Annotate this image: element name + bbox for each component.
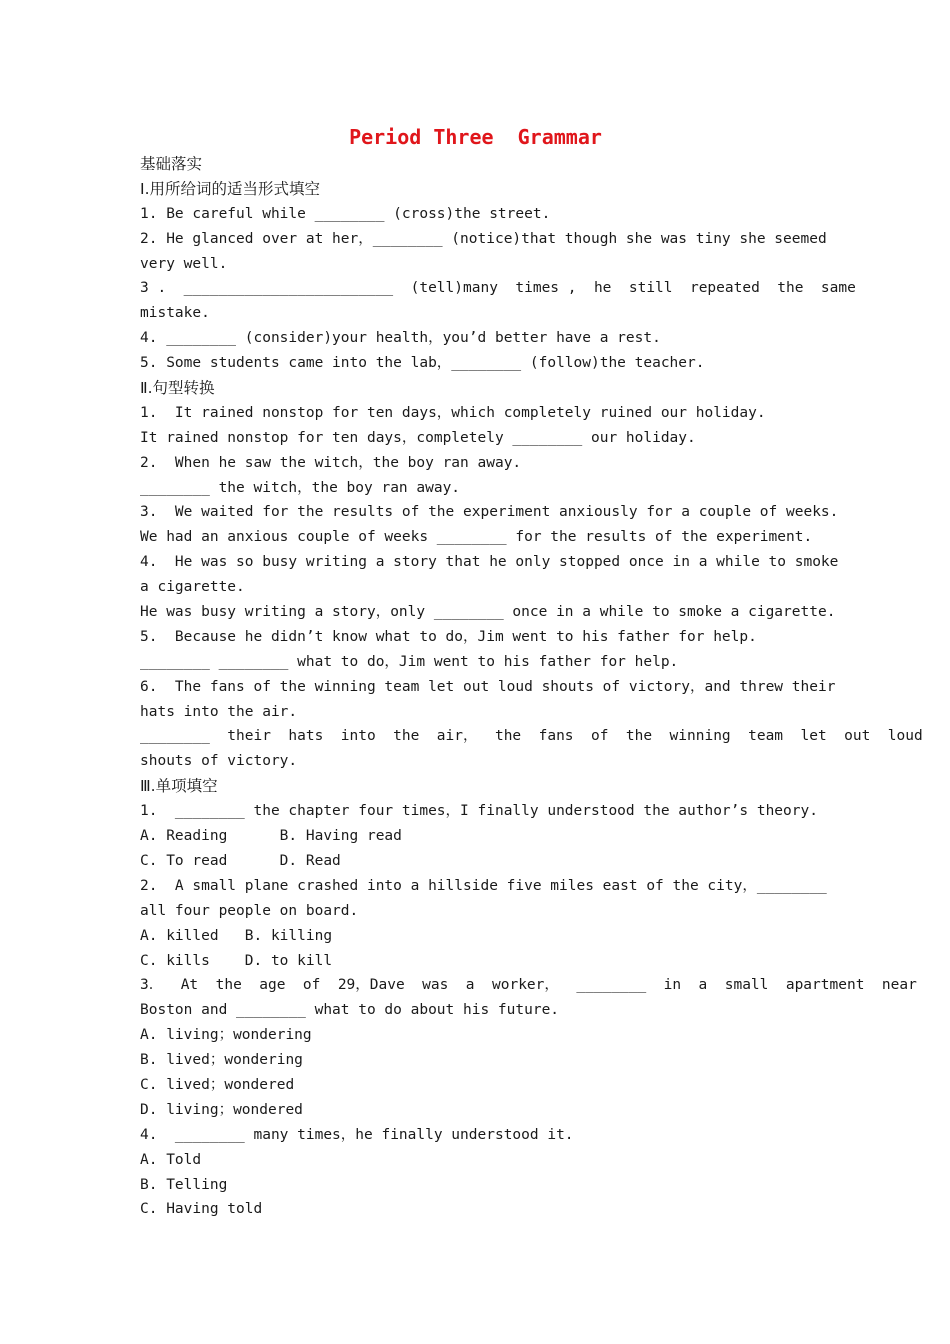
document-page	[140, 122, 923, 1222]
text-line: C. kills D. to kill	[140, 952, 333, 969]
text-line: 3. We waited for the results of the experiment anxiously for a couple of weeks.	[140, 504, 839, 521]
text-line: 1. ________ the chapter four times，I finally understood the author’s theory.	[140, 803, 818, 820]
text-line: ________ ________ what to do，Jim went to his father for help.	[140, 653, 679, 670]
section-heading: 基础落实	[140, 155, 203, 173]
text-line: 6. The fans of the winning team let out loud shouts of victory，and threw their	[140, 678, 836, 695]
text-line: 3． At the age of 29，Dave was a worker， ________ in a small apartment near	[140, 977, 917, 994]
text-line: C. To read D. Read	[140, 852, 341, 869]
text-line: Boston and ________ what to do about his future.	[140, 1002, 560, 1019]
text-line: 3 . ________________________ (tell)many times , he still repeated the same	[140, 280, 856, 297]
text-line: A. Told	[140, 1151, 202, 1168]
text-line: 2. When he saw the witch，the boy ran away.	[140, 454, 522, 471]
text-line: We had an anxious couple of weeks ________ for the results of the experiment.	[140, 529, 813, 546]
text-line: 4. ________ (consider)your health，you’d better have a rest.	[140, 330, 661, 347]
text-line: 1. Be careful while ________ (cross)the street.	[140, 205, 551, 222]
section-heading: Ⅲ.单项填空	[140, 777, 218, 796]
text-line: A. killed B. killing	[140, 927, 333, 944]
text-line: hats into the air.	[140, 703, 298, 720]
document-body	[140, 152, 923, 1222]
section-heading: Ⅱ.句型转换	[140, 379, 215, 398]
text-line: 4. ________ many times，he finally understood it.	[140, 1126, 574, 1143]
text-line: very well.	[140, 255, 228, 272]
text-line: 5. Some students came into the lab，________ (follow)the teacher.	[140, 355, 705, 372]
text-line: 1. It rained nonstop for ten days，which completely ruined our holiday.	[140, 404, 766, 421]
text-line: all four people on board.	[140, 902, 359, 919]
text-line: 4. He was so busy writing a story that he only stopped once in a while to smoke	[140, 554, 839, 571]
text-line: ________ their hats into the air， the fans of the winning team let out loud	[140, 728, 923, 745]
text-line: 5. Because he didn’t know what to do，Jim went to his father for help.	[140, 628, 757, 645]
text-line: 2. He glanced over at her，________ (notice)that though she was tiny she seemed	[140, 230, 827, 247]
text-line: 2. A small plane crashed into a hillside five miles east of the city，________	[140, 877, 827, 894]
text-line: B. lived；wondering	[140, 1052, 303, 1069]
section-heading: Ⅰ.用所给词的适当形式填空	[140, 179, 320, 198]
text-line: C. lived；wondered	[140, 1076, 295, 1093]
text-line: ________ the witch，the boy ran away.	[140, 479, 461, 496]
text-line: A. living；wondering	[140, 1027, 312, 1044]
text-line: a cigarette.	[140, 579, 245, 596]
text-line: A. Reading B. Having read	[140, 828, 402, 845]
text-line: B. Telling	[140, 1176, 228, 1193]
text-line: It rained nonstop for ten days，completely ________ our holiday.	[140, 429, 696, 446]
text-line: D. living；wondered	[140, 1101, 303, 1118]
text-line: mistake.	[140, 305, 210, 322]
text-line: C. Having told	[140, 1201, 263, 1218]
text-line: shouts of victory.	[140, 753, 298, 770]
text-line: He was busy writing a story，only ________ once in a while to smoke a cigarette.	[140, 604, 836, 621]
page-title: Period Three Grammar	[349, 125, 602, 149]
